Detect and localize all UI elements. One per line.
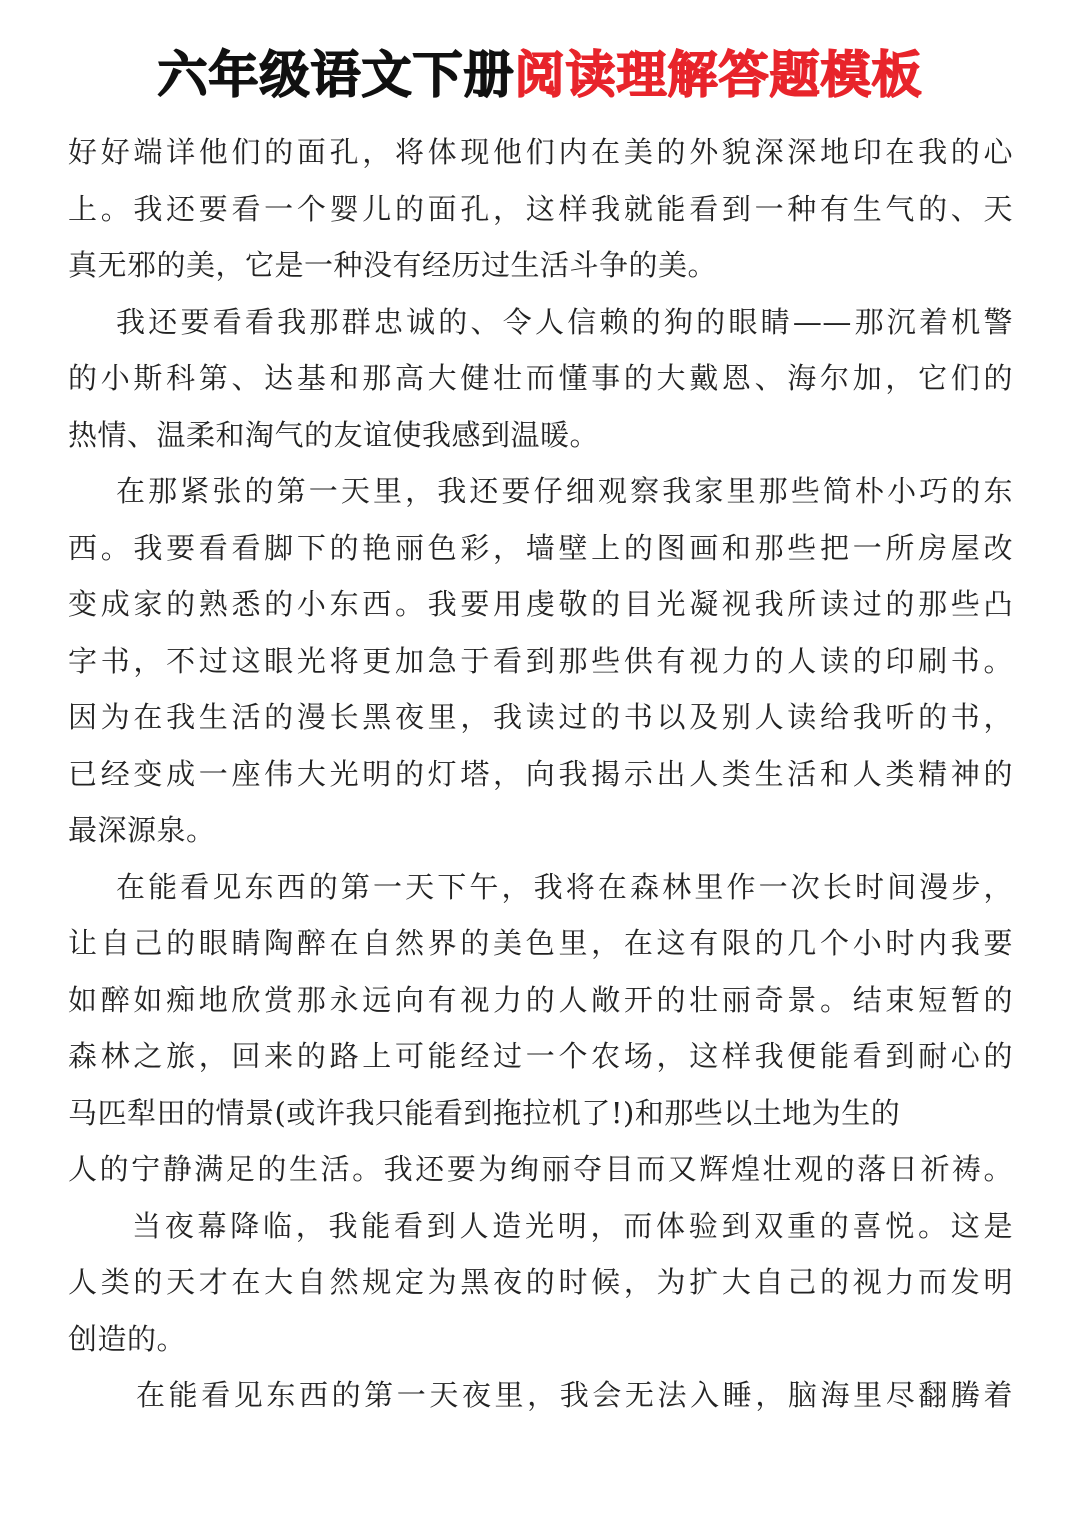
text-line: 在那紧张的第一天里，我还要仔细观察我家里那些简朴小巧的东 bbox=[116, 474, 1013, 508]
title-part-black: 六年级语文下册 bbox=[157, 46, 515, 104]
title-part-red: 阅读理解答题模板 bbox=[514, 46, 923, 104]
text-line: 如醉如痴地欣赏那永远向有视力的人敞开的壮丽奇景。结束短暂的 bbox=[68, 982, 1013, 1017]
text-line: 人的宁静满足的生活。我还要为绚丽夺目而又辉煌壮观的落日祈祷。 bbox=[68, 1152, 1013, 1186]
text-line: 人类的天才在大自然规定为黑夜的时候，为扩大自己的视力而发明 bbox=[68, 1265, 1013, 1299]
text-line: 森林之旅，回来的路上可能经过一个农场，这样我便能看到耐心的 bbox=[68, 1039, 1013, 1073]
text-line: 最深源泉。 bbox=[68, 813, 216, 847]
text-line: 在能看见东西的第一天夜里，我会无法入睡，脑海里尽翻腾着 bbox=[136, 1378, 1013, 1412]
text-line: 的小斯科第、达基和那高大健壮而懂事的大戴恩、海尔加，它们的 bbox=[68, 361, 1013, 395]
text-line: 在能看见东西的第一天下午，我将在森林里作一次长时间漫步， bbox=[116, 869, 1013, 904]
article-body bbox=[68, 124, 1013, 1424]
text-line: 让自己的眼睛陶醉在自然界的美色里，在这有限的几个小时内我要 bbox=[68, 926, 1013, 960]
text-line: 热情、温柔和淘气的友谊使我感到温暖。 bbox=[68, 417, 600, 452]
text-line: 我还要看看我那群忠诚的、令人信赖的狗的眼睛——那沉着机警 bbox=[116, 304, 1013, 339]
text-line: 字书，不过这眼光将更加急于看到那些供有视力的人读的印刷书。 bbox=[68, 643, 1013, 678]
text-line: 因为在我生活的漫长黑夜里，我读过的书以及别人读给我听的书， bbox=[68, 700, 1013, 734]
text-line: 西。我要看看脚下的艳丽色彩，墙壁上的图画和那些把一所房屋改 bbox=[68, 530, 1013, 565]
text-line: 上。我还要看一个婴儿的面孔，这样我就能看到一种有生气的、天 bbox=[68, 191, 1013, 226]
text-line: 已经变成一座伟大光明的灯塔，向我揭示出人类生活和人类精神的 bbox=[68, 756, 1013, 791]
text-line: 真无邪的美，它是一种没有经历过生活斗争的美。 bbox=[68, 248, 718, 282]
text-line: 创造的。 bbox=[68, 1321, 187, 1356]
text-line: 马匹犁田的情景(或许我只能看到拖拉机了!)和那些以土地为生的 bbox=[68, 1095, 901, 1130]
text-line: 变成家的熟悉的小东西。我要用虔敬的目光凝视我所读过的那些凸 bbox=[68, 587, 1013, 621]
text-line: 当夜幕降临，我能看到人造光明，而体验到双重的喜悦。这是 bbox=[132, 1208, 1013, 1243]
page-title bbox=[0, 40, 1080, 110]
text-line: 好好端详他们的面孔，将体现他们内在美的外貌深深地印在我的心 bbox=[68, 135, 1013, 169]
